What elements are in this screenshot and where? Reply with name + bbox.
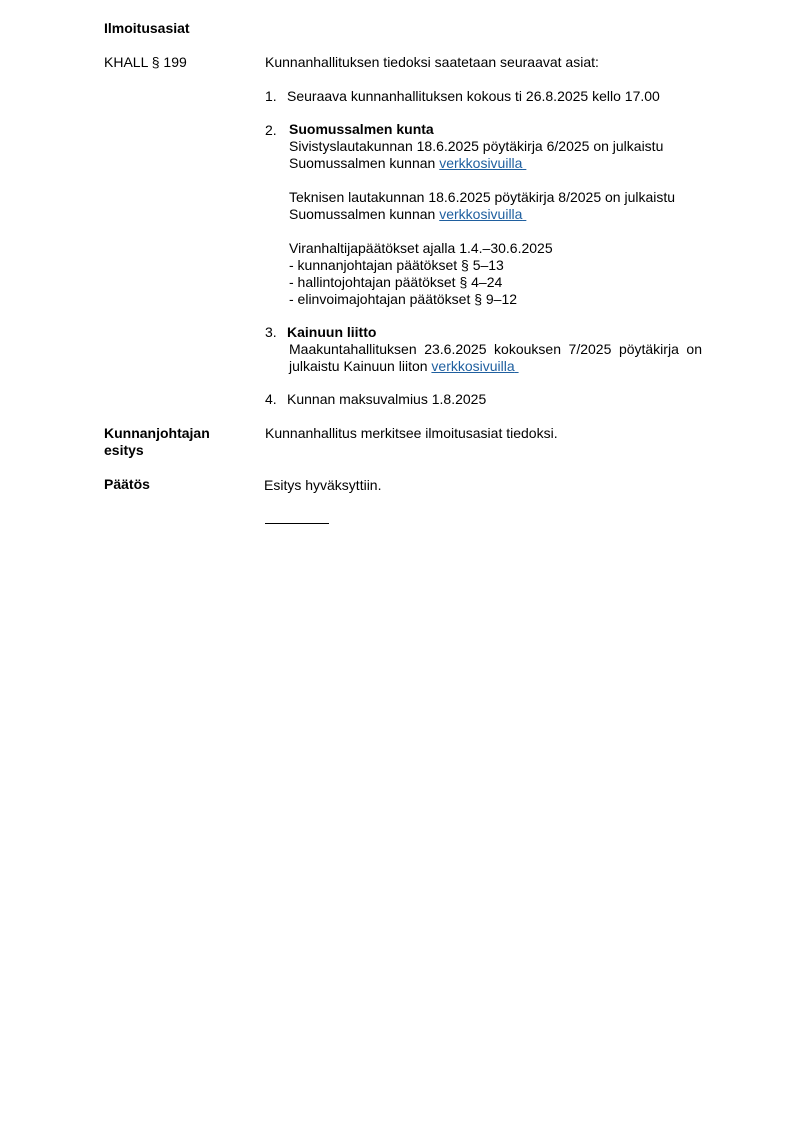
intro-text: Kunnanhallituksen tiedoksi saatetaan seuraavat asiat: xyxy=(265,54,599,70)
end-divider-line xyxy=(265,523,329,524)
item-paragraph-text: Suomussalmen kunnan xyxy=(289,206,436,222)
decision-text: Esitys hyväksyttiin. xyxy=(264,477,382,493)
item-paragraph-text: Suomussalmen kunnan xyxy=(289,155,436,171)
item-paragraph-line xyxy=(289,155,526,172)
decision-label: Päätös xyxy=(104,476,150,492)
item-title: Suomussalmen kunta xyxy=(289,121,434,137)
link-trailing-space xyxy=(522,155,526,171)
page-heading: Ilmoitusasiat xyxy=(104,20,190,36)
item-number: 2. xyxy=(265,122,277,138)
item-paragraph-line: Maakuntahallituksen 23.6.2025 kokouksen 7/2025 pöytäkirja on xyxy=(289,341,702,357)
verkkosivuilla-link[interactable]: verkkosivuilla xyxy=(439,155,523,171)
item-text: Kunnan maksuvalmius 1.8.2025 xyxy=(287,391,487,407)
item-paragraph-line: - elinvoimajohtajan päätökset § 9–12 xyxy=(289,291,518,307)
item-paragraph-line: Sivistyslautakunnan 18.6.2025 pöytäkirja 6/2025 on julkaistu xyxy=(289,138,664,154)
verkkosivuilla-link[interactable]: verkkosivuilla xyxy=(439,206,523,222)
item-paragraph-text: julkaistu Kainuun liiton xyxy=(289,358,428,374)
item-paragraph-line xyxy=(289,358,519,375)
item-number: 3. xyxy=(265,324,277,340)
item-paragraph-line: - kunnanjohtajan päätökset § 5–13 xyxy=(289,257,504,273)
item-number: 1. xyxy=(265,88,277,104)
item-paragraph-line: - hallintojohtajan päätökset § 4–24 xyxy=(289,274,503,290)
item-paragraph-line: Teknisen lautakunnan 18.6.2025 pöytäkirja 8/2025 on julkaistu xyxy=(289,189,676,205)
verkkosivuilla-link[interactable]: verkkosivuilla xyxy=(431,358,515,374)
section-reference: KHALL § 199 xyxy=(104,54,187,70)
proposal-text: Kunnanhallitus merkitsee ilmoitusasiat tiedoksi. xyxy=(265,425,558,441)
item-paragraph-line xyxy=(289,206,526,223)
link-trailing-space xyxy=(522,206,526,222)
item-title: Kainuun liitto xyxy=(287,324,377,340)
link-trailing-space xyxy=(515,358,519,374)
item-number: 4. xyxy=(265,391,277,407)
item-text: Seuraava kunnanhallituksen kokous ti 26.8.2025 kello 17.00 xyxy=(287,88,660,104)
proposal-label-second-line: esitys xyxy=(104,442,144,458)
item-paragraph-line: Viranhaltijapäätökset ajalla 1.4.–30.6.2025 xyxy=(289,240,553,256)
proposal-label: Kunnanjohtajan xyxy=(104,425,210,441)
